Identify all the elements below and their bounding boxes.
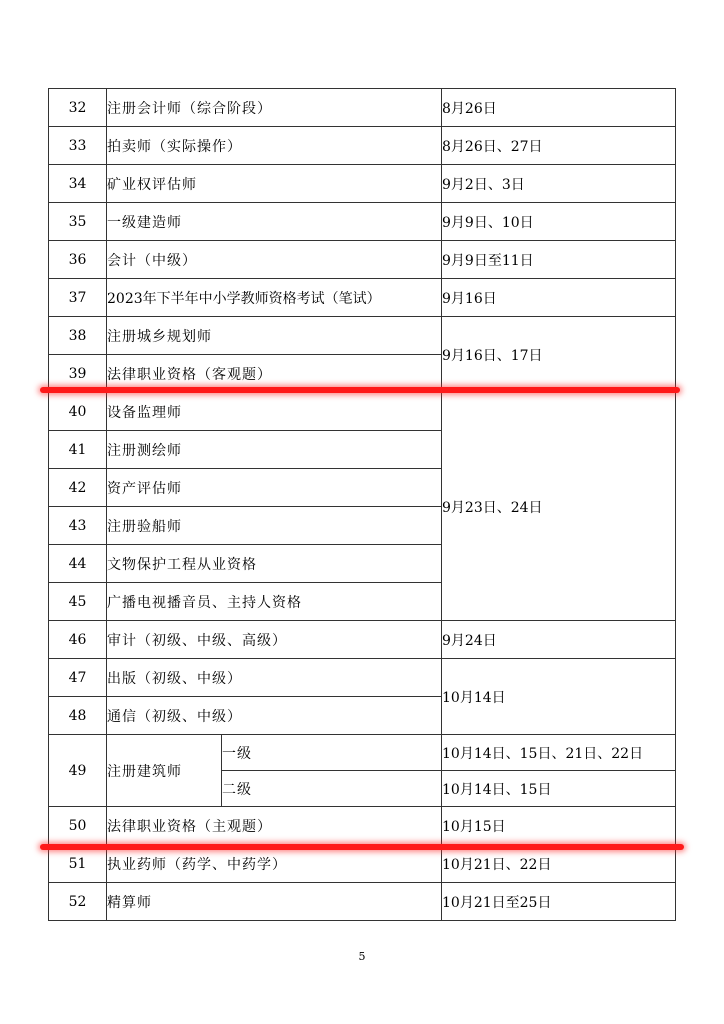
page-number: 5 bbox=[358, 950, 366, 963]
exam-name: 资产评估师 bbox=[107, 469, 442, 507]
table-row bbox=[49, 735, 676, 771]
row-number: 45 bbox=[49, 583, 107, 621]
exam-name: 法律职业资格（客观题） bbox=[107, 355, 442, 393]
row-number: 41 bbox=[49, 431, 107, 469]
row-number: 40 bbox=[49, 393, 107, 431]
row-number: 44 bbox=[49, 545, 107, 583]
exam-name: 注册测绘师 bbox=[107, 431, 442, 469]
table-row bbox=[49, 845, 676, 883]
exam-date: 9月23日、24日 bbox=[442, 393, 676, 621]
table-row bbox=[49, 807, 676, 845]
row-number: 38 bbox=[49, 317, 107, 355]
exam-date: 10月21日至25日 bbox=[442, 883, 676, 921]
table-row bbox=[49, 241, 676, 279]
table-row bbox=[49, 659, 676, 697]
table-row bbox=[49, 393, 676, 431]
table-row bbox=[49, 89, 676, 127]
row-number: 46 bbox=[49, 621, 107, 659]
table-row bbox=[49, 279, 676, 317]
exam-name: 矿业权评估师 bbox=[107, 165, 442, 203]
row-number: 32 bbox=[49, 89, 107, 127]
red-highlight-line bbox=[40, 387, 680, 393]
exam-name: 精算师 bbox=[107, 883, 442, 921]
exam-date: 10月15日 bbox=[442, 807, 676, 845]
exam-name: 通信（初级、中级） bbox=[107, 697, 442, 735]
exam-name: 注册验船师 bbox=[107, 507, 442, 545]
exam-date: 9月24日 bbox=[442, 621, 676, 659]
table-row bbox=[49, 621, 676, 659]
exam-date: 10月21日、22日 bbox=[442, 845, 676, 883]
exam-level: 一级 bbox=[222, 735, 442, 771]
exam-date: 10月14日 bbox=[442, 659, 676, 735]
exam-name: 会计（中级） bbox=[107, 241, 442, 279]
row-number: 49 bbox=[49, 735, 107, 807]
row-number: 35 bbox=[49, 203, 107, 241]
table-row bbox=[49, 317, 676, 355]
exam-name: 注册会计师（综合阶段） bbox=[107, 89, 442, 127]
row-number: 34 bbox=[49, 165, 107, 203]
row-number: 43 bbox=[49, 507, 107, 545]
exam-name: 法律职业资格（主观题） bbox=[107, 807, 442, 845]
table-row bbox=[49, 165, 676, 203]
row-number: 52 bbox=[49, 883, 107, 921]
exam-name: 广播电视播音员、主持人资格 bbox=[107, 583, 442, 621]
exam-name: 一级建造师 bbox=[107, 203, 442, 241]
row-number: 50 bbox=[49, 807, 107, 845]
exam-name: 文物保护工程从业资格 bbox=[107, 545, 442, 583]
table-row bbox=[49, 203, 676, 241]
exam-date: 9月9日至11日 bbox=[442, 241, 676, 279]
exam-name: 拍卖师（实际操作） bbox=[107, 127, 442, 165]
exam-name: 2023年下半年中小学教师资格考试（笔试） bbox=[107, 279, 442, 317]
exam-name: 审计（初级、中级、高级） bbox=[107, 621, 442, 659]
exam-date: 9月16日、17日 bbox=[442, 317, 676, 393]
row-number: 39 bbox=[49, 355, 107, 393]
exam-level: 二级 bbox=[222, 771, 442, 807]
exam-date: 8月26日 bbox=[442, 89, 676, 127]
row-number: 51 bbox=[49, 845, 107, 883]
row-number: 42 bbox=[49, 469, 107, 507]
row-number: 33 bbox=[49, 127, 107, 165]
row-number: 36 bbox=[49, 241, 107, 279]
table-row bbox=[49, 883, 676, 921]
exam-date: 9月16日 bbox=[442, 279, 676, 317]
exam-name: 注册建筑师 bbox=[107, 735, 222, 807]
exam-name: 出版（初级、中级） bbox=[107, 659, 442, 697]
red-highlight-line bbox=[40, 844, 684, 850]
exam-schedule-table bbox=[48, 88, 676, 921]
exam-name: 注册城乡规划师 bbox=[107, 317, 442, 355]
exam-name: 执业药师（药学、中药学） bbox=[107, 845, 442, 883]
exam-name: 设备监理师 bbox=[107, 393, 442, 431]
exam-date: 9月2日、3日 bbox=[442, 165, 676, 203]
exam-date: 8月26日、27日 bbox=[442, 127, 676, 165]
row-number: 48 bbox=[49, 697, 107, 735]
row-number: 37 bbox=[49, 279, 107, 317]
exam-date: 10月14日、15日、21日、22日 bbox=[442, 735, 676, 771]
exam-date: 9月9日、10日 bbox=[442, 203, 676, 241]
exam-date: 10月14日、15日 bbox=[442, 771, 676, 807]
table-row bbox=[49, 127, 676, 165]
row-number: 47 bbox=[49, 659, 107, 697]
